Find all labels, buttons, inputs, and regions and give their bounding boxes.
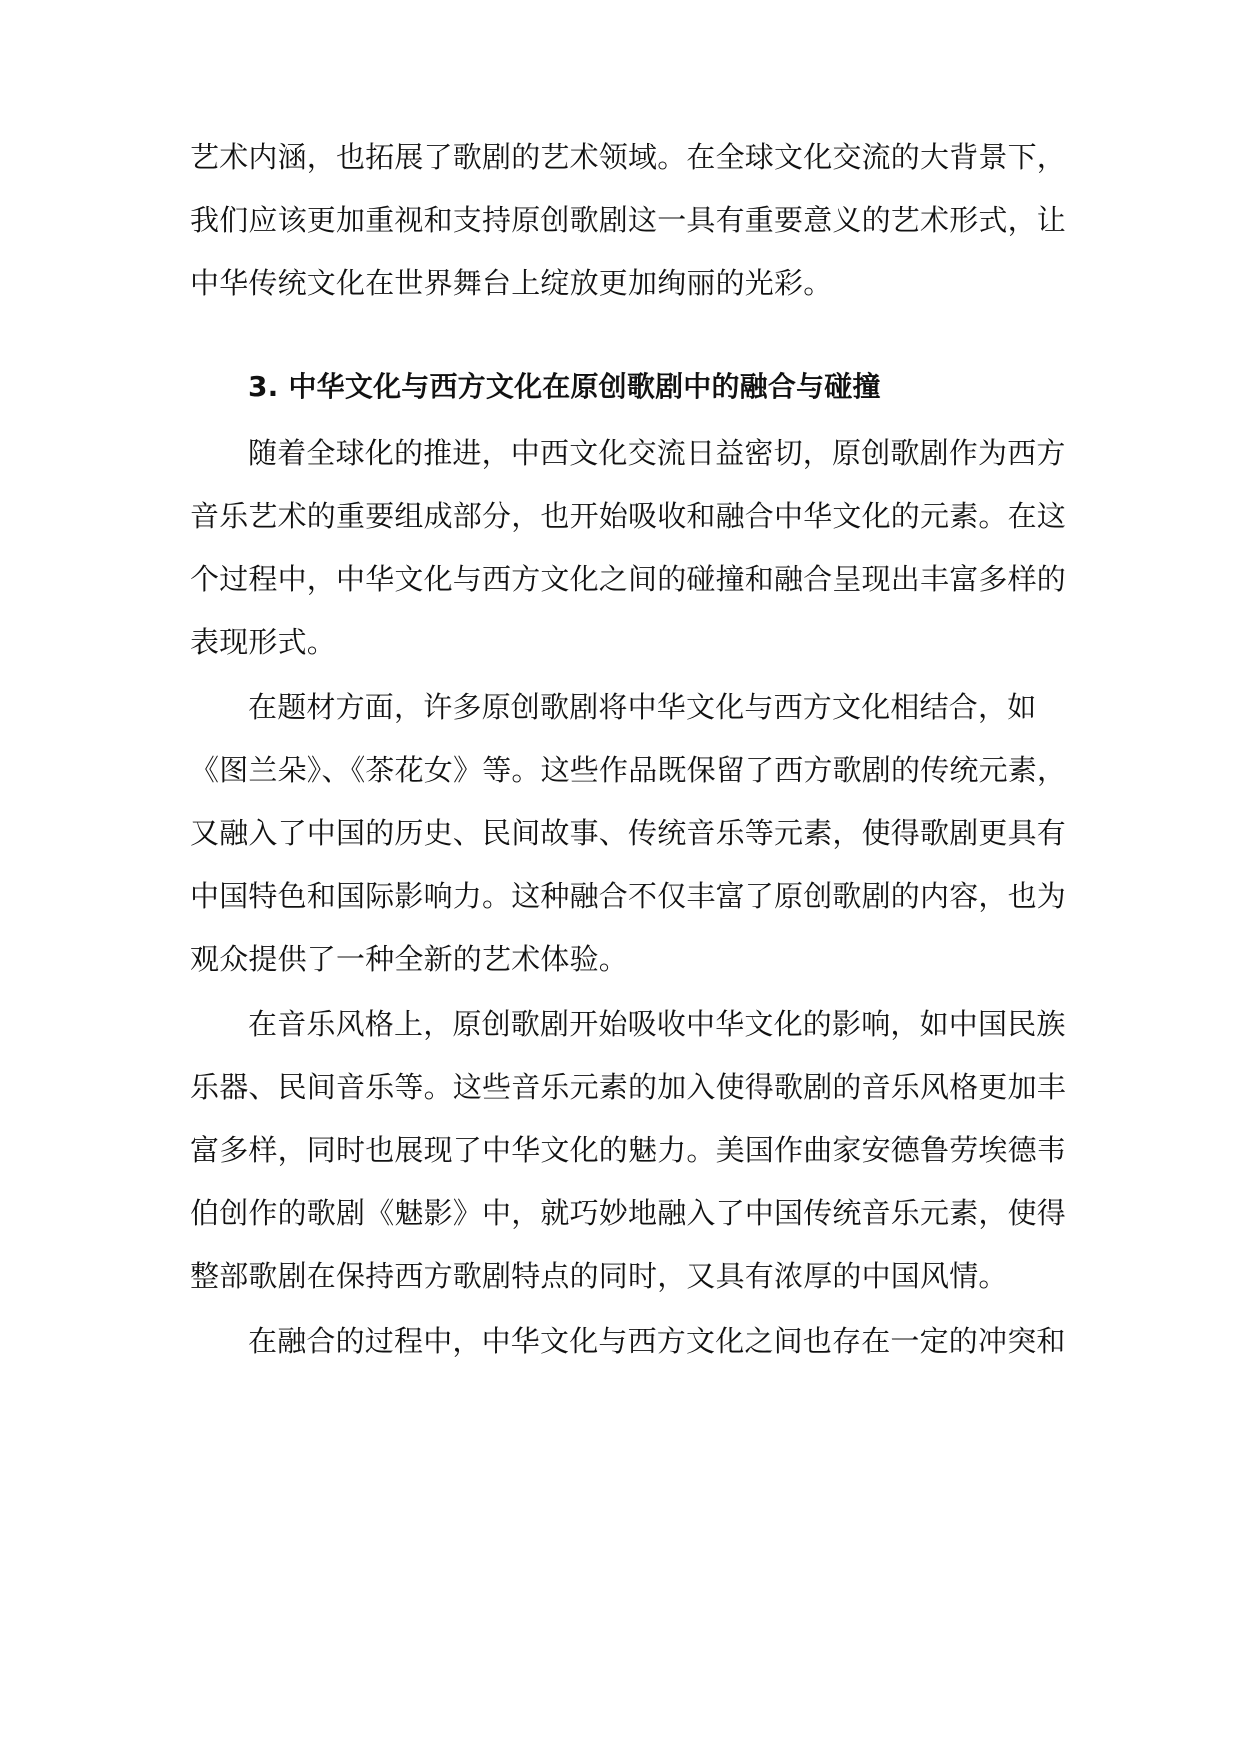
paragraph-line: 伯创作的歌剧《魅影》中，就巧妙地融入了中国传统音乐元素，使得	[190, 1196, 1067, 1230]
paragraph-line: 我们应该更加重视和支持原创歌剧这一具有重要意义的艺术形式，让	[190, 203, 1067, 237]
paragraph-line: 富多样，同时也展现了中华文化的魅力。美国作曲家安德鲁劳埃德韦	[190, 1133, 1067, 1167]
paragraph-line: 在音乐风格上，原创歌剧开始吸收中华文化的影响，如中国民族	[248, 1007, 1066, 1041]
paragraph-line: 艺术内涵，也拓展了歌剧的艺术领域。在全球文化交流的大背景下，	[190, 140, 1067, 174]
paragraph-line: 乐器、民间音乐等。这些音乐元素的加入使得歌剧的音乐风格更加丰	[190, 1070, 1067, 1104]
paragraph-line: 整部歌剧在保持西方歌剧特点的同时，又具有浓厚的中国风情。	[190, 1259, 1008, 1293]
paragraph-line: 在题材方面，许多原创歌剧将中华文化与西方文化相结合，如	[248, 690, 1037, 724]
section-heading: 3. 中华文化与西方文化在原创歌剧中的融合与碰撞	[248, 370, 881, 403]
paragraph-line: 又融入了中国的历史、民间故事、传统音乐等元素，使得歌剧更具有	[190, 816, 1067, 850]
paragraph-line: 个过程中，中华文化与西方文化之间的碰撞和融合呈现出丰富多样的	[190, 562, 1067, 596]
paragraph-line: 中国特色和国际影响力。这种融合不仅丰富了原创歌剧的内容，也为	[190, 879, 1067, 913]
paragraph-line: 在融合的过程中，中华文化与西方文化之间也存在一定的冲突和	[248, 1324, 1066, 1358]
paragraph-line: 表现形式。	[190, 625, 337, 659]
paragraph-line: 随着全球化的推进，中西文化交流日益密切，原创歌剧作为西方	[248, 436, 1066, 470]
paragraph-line: 观众提供了一种全新的艺术体验。	[190, 942, 629, 976]
paragraph-line: 音乐艺术的重要组成部分，也开始吸收和融合中华文化的元素。在这	[190, 499, 1067, 533]
paragraph-line: 中华传统文化在世界舞台上绽放更加绚丽的光彩。	[190, 266, 833, 300]
paragraph-line: 《图兰朵》、《茶花女》等。这些作品既保留了西方歌剧的传统元素，	[190, 753, 1067, 787]
